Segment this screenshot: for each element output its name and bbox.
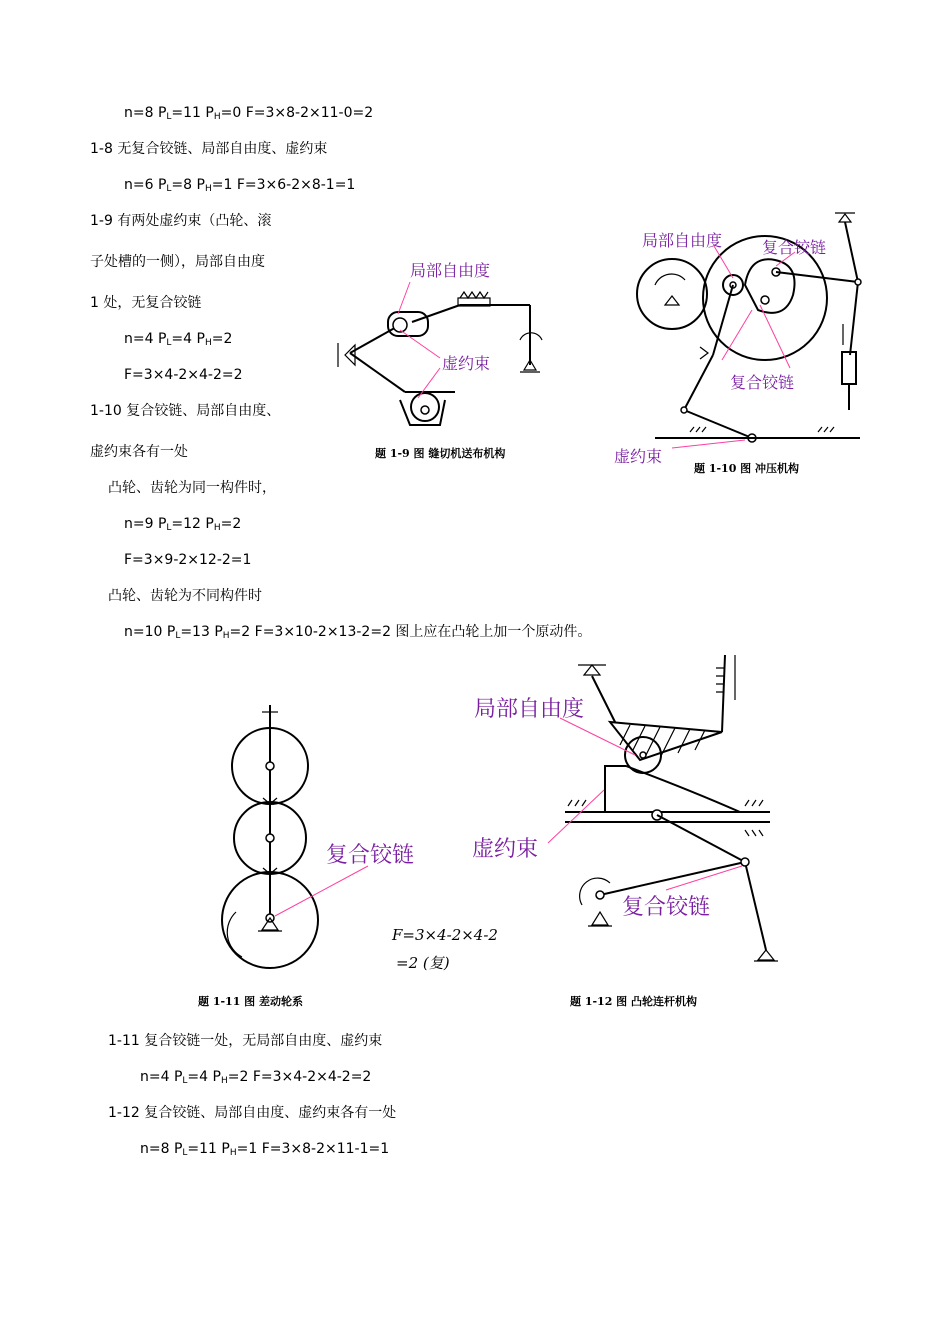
annotation-redundant-constraint: 虚约束 <box>442 354 491 373</box>
problem-1-12-heading: 1-12 复合铰链、局部自由度、虚约束各有一处 <box>108 1105 397 1121</box>
text-line: n=6 $P_L=8$ $P_H=1$ F=3×6-2×8-1=1 <box>124 177 356 194</box>
text-line: 凸轮、齿轮为同一构件时， <box>108 480 276 496</box>
handwritten-result: =2 (复) <box>396 954 450 972</box>
text-line: n=10 $P_L=13$ $P_H=2$ F=3×10-2×13-2=2 图上应在凸轮上加一个原动件。 <box>124 624 592 641</box>
text-line: n=4 $P_L=4$ $P_H=2$ F=3×4-2×4-2=2 <box>140 1069 372 1086</box>
annotation-local-dof: 局部自由度 <box>410 261 491 280</box>
annotation-compound-hinge: 复合铰链 <box>730 373 795 392</box>
annotation-redundant-constraint: 虚约束 <box>472 837 539 862</box>
text-line: F=3×9-2×12-2=1 <box>124 552 252 568</box>
annotation-compound-hinge: 复合铰链 <box>762 238 827 257</box>
problem-1-11-heading: 1-11 复合铰链一处，无局部自由度、虚约束 <box>108 1033 383 1049</box>
figure-1-9-caption: 题 1-9 图 缝切机送布机构 <box>375 447 506 460</box>
handwritten-formula: F=3×4-2×4-2 <box>392 926 498 944</box>
text-line: n=8 $P_L=11$ $P_H=1$ F=3×8-2×11-1=1 <box>140 1141 390 1158</box>
problem-1-8-heading: 1-8 无复合铰链、局部自由度、虚约束 <box>90 141 328 157</box>
text-line: F=3×4-2×4-2=2 <box>124 367 243 383</box>
text-line: n=4 $P_L=4$ $P_H=2$ <box>124 331 233 348</box>
text-line: 1 处，无复合铰链 <box>90 295 202 311</box>
annotation-local-dof: 局部自由度 <box>642 231 723 250</box>
annotation-local-dof: 局部自由度 <box>474 697 585 722</box>
problem-1-10-heading: 1-10 复合铰链、局部自由度、 <box>90 403 281 419</box>
text-line: 子处槽的一侧），局部自由度 <box>90 254 265 270</box>
annotation-compound-hinge: 复合铰链 <box>622 895 711 920</box>
text-line: n=8 $P_L=11$ $P_H=0$ F=3×8-2×11-0=2 <box>124 105 374 122</box>
figure-1-12-caption: 题 1-12 图 凸轮连杆机构 <box>570 995 698 1008</box>
annotation-compound-hinge: 复合铰链 <box>326 843 415 868</box>
text-line: 凸轮、齿轮为不同构件时 <box>108 588 262 604</box>
problem-1-9-heading: 1-9 有两处虚约束（凸轮、滚 <box>90 213 272 229</box>
text-line: n=9 $P_L=12$ $P_H=2$ <box>124 516 242 533</box>
text-line: 虚约束各有一处 <box>90 444 188 460</box>
figure-1-11-caption: 题 1-11 图 差动轮系 <box>198 995 304 1008</box>
annotation-redundant-constraint: 虚约束 <box>614 447 663 466</box>
figure-1-10-caption: 题 1-10 图 冲压机构 <box>694 462 800 475</box>
